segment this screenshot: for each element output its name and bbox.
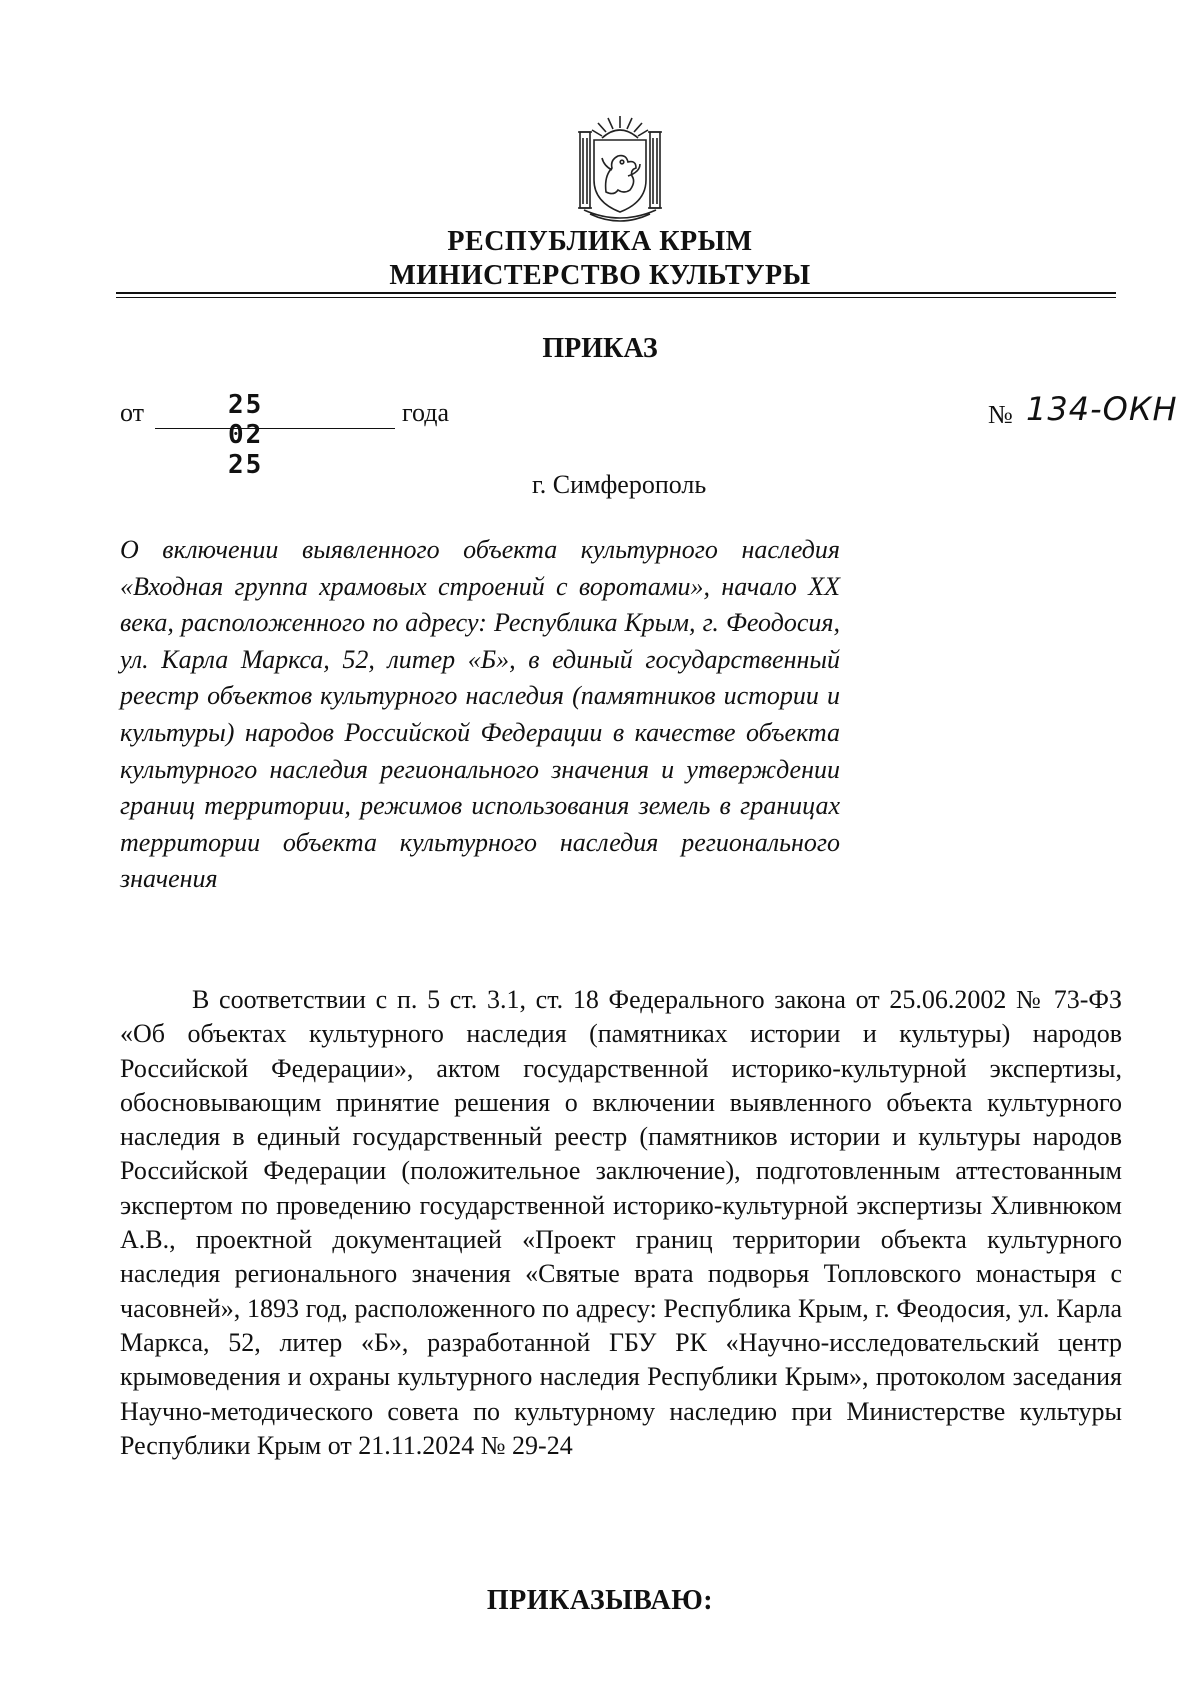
order-subject: О включении выявленного объекта культурного наследия «Входная группа храмовых строений с воротами», начало XX века, расположенного по адресу: Республика Крым, г. Феодосия, ул. Карла Маркса, 52, литер «Б», в единый государственный реестр объектов культурного наследия (памятников истории и культуры) народов Российской Федерации в качестве объекта культурного наследия регионального значения и утверждении границ территории, режимов использования земель в границах территории объекта культурного наследия регионального значения (120, 535, 840, 894)
republic-title: РЕСПУБЛИКА КРЫМ (447, 226, 753, 257)
number-sign: № (988, 400, 1013, 429)
order-command-heading: ПРИКАЗЫВАЮ: (486, 1585, 714, 1616)
issue-city: г. Симферополь (532, 470, 707, 499)
coat-of-arms-icon (570, 110, 670, 222)
document-type-title: ПРИКАЗ (542, 333, 658, 364)
header-divider (116, 292, 1116, 294)
order-preamble: В соответствии с п. 5 ст. 3.1, ст. 18 Федерального закона от 25.06.2002 № 73-ФЗ «Об объектах культурного наследия (памятниках истории и культуры) народов Российской Федерации», актом государственной историко-культурной экспертизы, обосновывающим принятие решения о включении выявленного объекта культурного наследия в единый государственный реестр (памятников истории и культуры народов Российской Федерации (положительное заключение), подготовленным аттестованным экспертом по проведению государственной историко-культурной экспертизы Хливнюком А.В., проектной документацией «Проект границ территории объекта культурного наследия регионального значения «Святые врата подворья Топловского монастыря с часовней», 1893 год, расположенного по адресу: Республика Крым, г. Феодосия, ул. Карла Маркса, 52, литер «Б», разработанной ГБУ РК «Научно-исследовательский центр крымоведения и охраны культурного наследия Республики Крым», протоколом заседания Научно-методического совета по культурному наследию при Министерстве культуры Республики Крым от 21.11.2024 № 29-24 (120, 985, 1122, 1460)
date-value-stamp: 25 02 25 (228, 390, 264, 480)
order-number-handwritten: 134-ОКН (1026, 390, 1178, 428)
header-divider-thin (116, 297, 1116, 298)
date-prefix: от (120, 398, 145, 427)
date-suffix: года (402, 398, 450, 427)
ministry-title: МИНИСТЕРСТВО КУЛЬТУРЫ (389, 260, 811, 291)
date-underline (155, 428, 395, 429)
